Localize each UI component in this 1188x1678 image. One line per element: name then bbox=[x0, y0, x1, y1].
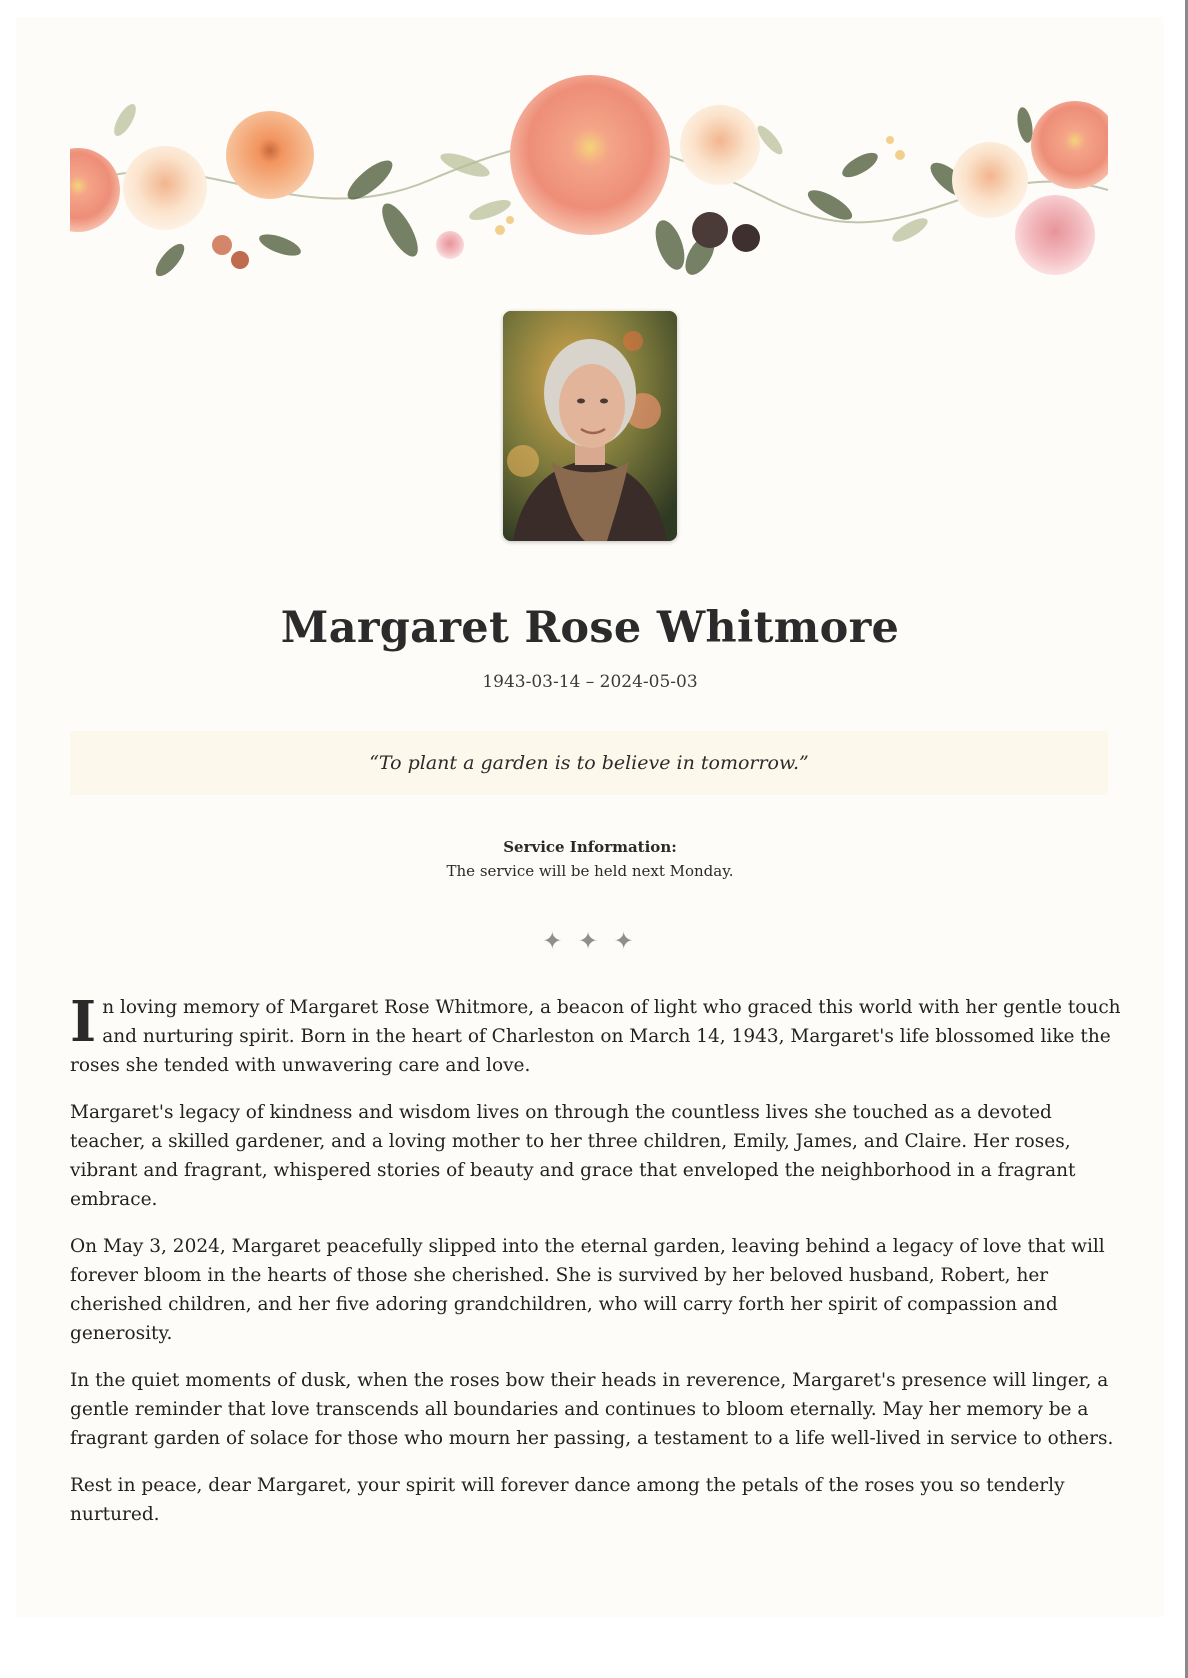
drop-cap: I bbox=[70, 989, 97, 1055]
paragraph-3: On May 3, 2024, Margaret peacefully slipped into the eternal garden, leaving behind a legacy of love that will forever bloom in the hearts of those she cherished. She is survived by her beloved husband, Robert, her cherished children, and her five adoring grandchildren, who will carry forth her spirit of compassion and generosity. bbox=[70, 1236, 1105, 1344]
life-dates: 1943-03-14 – 2024-05-03 bbox=[482, 672, 698, 692]
memorial-quote: “To plant a garden is to believe in tomorrow.” bbox=[369, 752, 809, 774]
paragraph-1-text: n loving memory of Margaret Rose Whitmore, a beacon of light who graced this world with her gentle touch and nurturing spirit. Born in the heart of Charleston on March 14, 1943, Margaret's life blossomed like the roses she tended with unwavering care and love. bbox=[70, 997, 1121, 1076]
rose-garland-illustration bbox=[70, 70, 1108, 286]
paragraph-2: Margaret's legacy of kindness and wisdom lives on through the countless lives she touched as a devoted teacher, a skilled gardener, and a loving mother to her three children, Emily, James, and Claire. Her roses, vibrant and fragrant, whispered stories of beauty and grace that enveloped the neighborhood in a fragrant embrace. bbox=[70, 1102, 1076, 1210]
obituary-card bbox=[16, 17, 1164, 1617]
portrait-photo bbox=[503, 311, 677, 541]
paragraph-5: Rest in peace, dear Margaret, your spirit will forever dance among the petals of the roses you so tenderly nurtured. bbox=[70, 1475, 1065, 1525]
floral-banner-image bbox=[70, 70, 1108, 286]
obituary-body bbox=[70, 989, 1126, 1547]
quote-box bbox=[70, 731, 1108, 795]
service-info-text: The service will be held next Monday. bbox=[446, 862, 734, 880]
paragraph-4: In the quiet moments of dusk, when the roses bow their heads in reverence, Margaret's presence will linger, a gentle reminder that love transcends all boundaries and continues to bloom eternally. May her memory be a fragrant garden of solace for those who mourn her passing, a testament to a life well-lived in service to others. bbox=[70, 1370, 1114, 1449]
service-info-title: Service Information: bbox=[503, 838, 677, 856]
deceased-name: Margaret Rose Whitmore bbox=[280, 603, 900, 653]
portrait-illustration bbox=[503, 311, 677, 541]
sparkle-divider-icon: ✦ ✦ ✦ bbox=[542, 927, 638, 955]
paragraph-1 bbox=[70, 989, 1126, 1080]
